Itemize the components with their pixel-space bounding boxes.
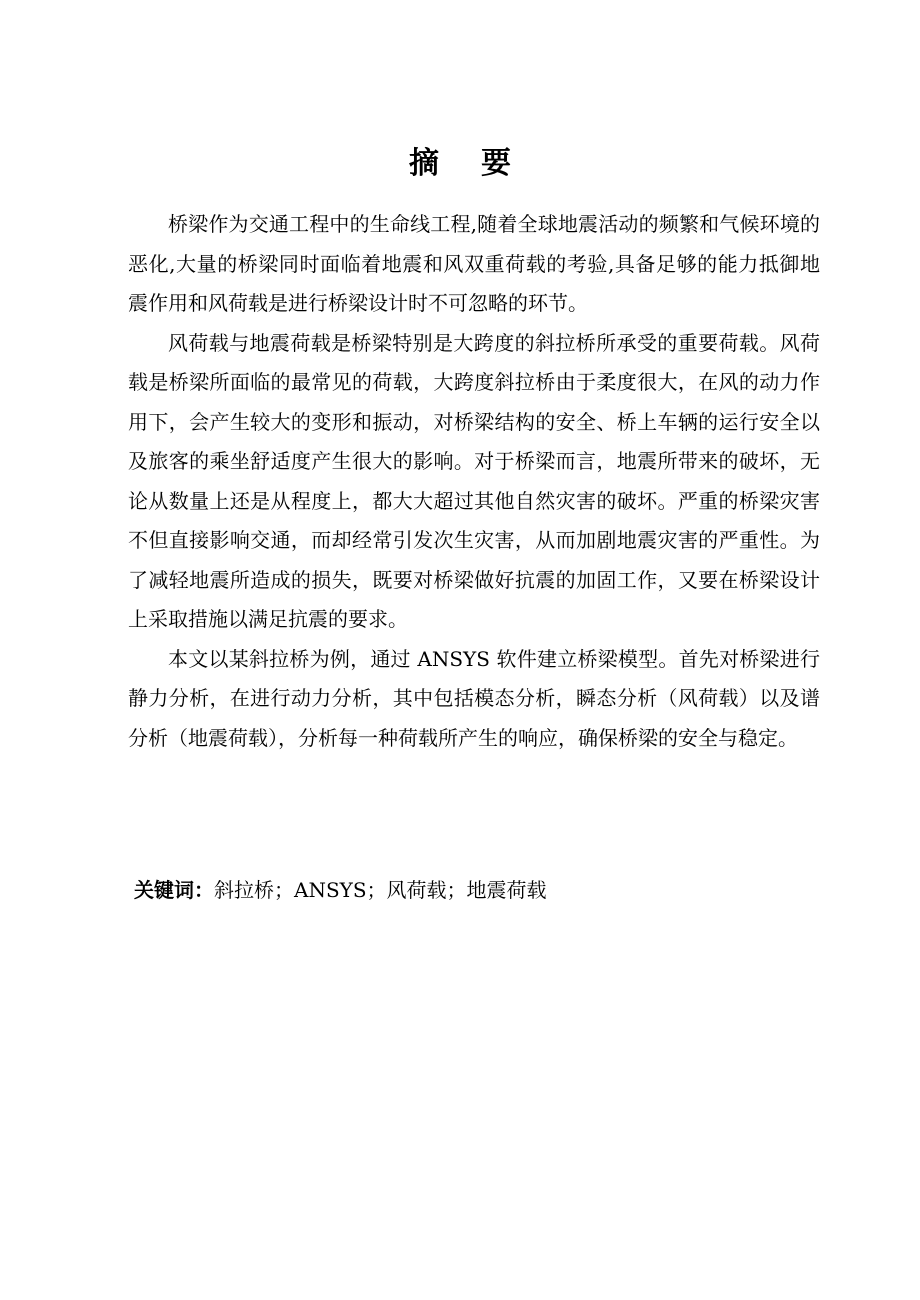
abstract-paragraph-2: 风荷载与地震荷载是桥梁特别是大跨度的斜拉桥所承受的重要荷载。风荷载是桥梁所面临的最常见的荷载，大跨度斜拉桥由于柔度很大，在风的动力作用下，会产生较大的变形和振动，对桥梁结构的安全、桥上车辆的运行安全以及旅客的乘坐舒适度产生很大的影响。对于桥梁而言，地震所带来的破坏，无论从数量上还是从程度上，都大大超过其他自然灾害的破坏。严重的桥梁灾害不但直接影响交通，而却经常引发次生灾害，从而加剧地震灾害的严重性。为了减轻地震所造成的损失，既要对桥梁做好抗震的加固工作，又要在桥梁设计上采取措施以满足抗震的要求。 bbox=[128, 330, 820, 631]
keywords-value: 斜拉桥；ANSYS；风荷载；地震荷载 bbox=[214, 878, 547, 902]
abstract-title: 摘要 bbox=[409, 146, 553, 181]
abstract-paragraph-3: 本文以某斜拉桥为例，通过 ANSYS 软件建立桥梁模型。首先对桥梁进行静力分析，在进行动力分析，其中包括模态分析，瞬态分析（风荷载）以及谱分析（地震荷载），分析每一种荷载所产生的响应，确保桥梁的安全与稳定。 bbox=[128, 646, 820, 750]
abstract-paragraph-1: 桥梁作为交通工程中的生命线工程,随着全球地震活动的频繁和气候环境的恶化,大量的桥梁同时面临着地震和风双重荷载的考验,具备足够的能力抵御地震作用和风荷载是进行桥梁设计时不可忽略的环节。 bbox=[128, 212, 820, 315]
keywords-label: 关键词： bbox=[134, 878, 214, 902]
keywords-line bbox=[134, 872, 547, 908]
abstract-body bbox=[128, 205, 820, 758]
